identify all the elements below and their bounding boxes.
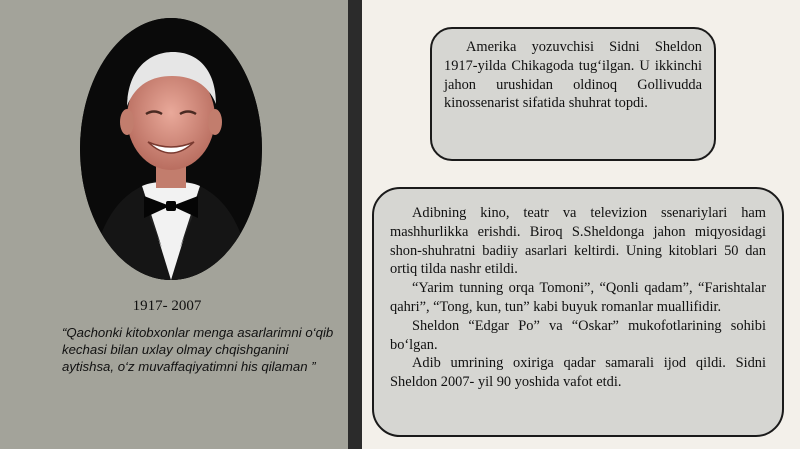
portrait-illustration — [80, 18, 262, 280]
bio-paragraph-death: Adib umrining oxiriga qadar samarali ijod qildi. Sidni Sheldon 2007- yil 90 yoshida vafot etdi. — [390, 355, 766, 391]
bio-intro-paragraph: Amerika yozuvchisi Sidni Sheldon 1917-yilda Chikagoda tug‘ilgan. U ikkinchi jahon urushidan oldinoq Gollivudda kinossenarist sifatida shuhrat topdi. — [444, 39, 702, 112]
author-years: 1917- 2007 — [132, 298, 202, 314]
bio-paragraph-novels: “Yarim tunning orqa Tomoni”, “Qonli qadam”, “Farishtalar qahri”, “Tong, kun, tun” kabi buyuk romanlar muallifidir. — [390, 280, 766, 315]
bio-intro-box — [430, 27, 716, 161]
bio-details-box — [372, 187, 784, 437]
bio-paragraph-awards: Sheldon “Edgar Po” va “Oskar” mukofotlarining sohibi bo‘lgan. — [390, 317, 766, 353]
author-portrait — [80, 18, 262, 280]
bio-paragraph-screenplays: Adibning kino, teatr va televizion ssenariylari ham mashhurlikka erishdi. Biroq S.Sheldonga jahon miqyosidagi shon-shuhratni badiiy asarlari keltirdi. Uning kitoblari 50 dan ortiq tilda nashr etildi. — [390, 205, 766, 278]
author-quote: “Qachonki kitobxonlar menga asarlarimni o‘qib kechasi bilan uxlay olmay chqishganini aytishsa, o‘z muvaffaqiyatimni his qilaman ” — [62, 325, 334, 374]
vertical-divider — [348, 0, 362, 449]
